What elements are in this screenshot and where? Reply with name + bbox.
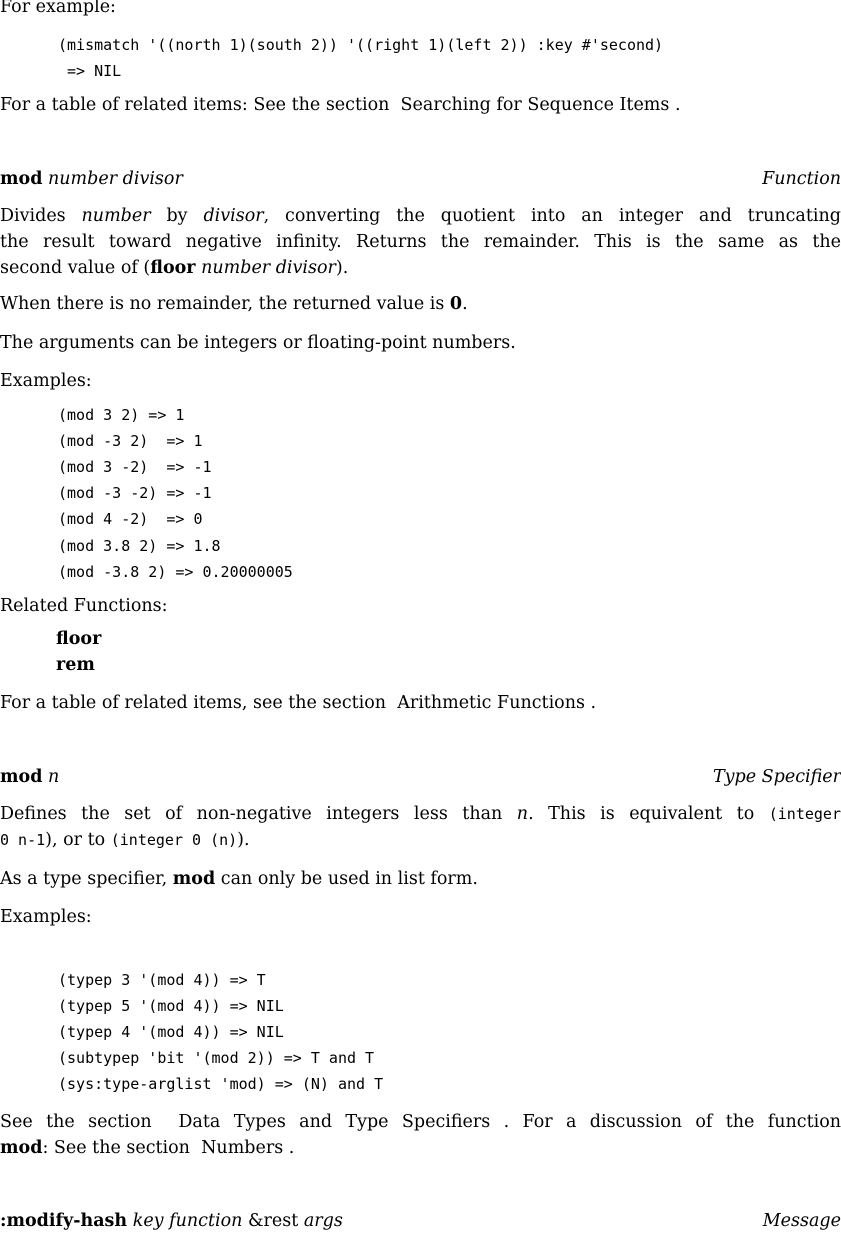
- entry-heading-mod-function: mod number divisor: [0, 169, 183, 189]
- related-functions-label: Related Functions:: [0, 596, 168, 616]
- mod-type-description-line-1: Defines the set of non-negative integers less than n. This is equivalent to (integer: [0, 804, 841, 824]
- code-line: (mod 3.8 2) => 1.8: [58, 537, 221, 555]
- code-line: => NIL: [58, 62, 122, 80]
- code-line: (typep 5 '(mod 4)) => NIL: [58, 997, 284, 1015]
- entry-kind-type-specifier: Type Specifier: [712, 767, 841, 787]
- see-section-line-1: See the section Data Types and Type Specifiers . For a discussion of the function: [0, 1112, 841, 1132]
- see-section-line-2: mod: See the section Numbers .: [0, 1138, 295, 1158]
- section-link-data-types[interactable]: Data Types and Type Specifiers: [178, 1112, 491, 1132]
- code-line: (mod 3 -2) => -1: [58, 458, 212, 476]
- examples-label: Examples:: [0, 907, 92, 927]
- code-line: (mod 3 2) => 1: [58, 406, 185, 424]
- code-line: (mod -3 2) => 1: [58, 432, 203, 450]
- code-line: (typep 3 '(mod 4)) => T: [58, 971, 266, 989]
- related-function-rem[interactable]: rem: [56, 655, 95, 675]
- code-line: (mismatch '((north 1)(south 2)) '((right 1)(left 2)) :key #'second): [58, 36, 664, 54]
- entry-kind-function: Function: [762, 169, 841, 189]
- section-link-numbers[interactable]: Numbers: [201, 1138, 284, 1158]
- section-link-arithmetic[interactable]: Arithmetic Functions: [397, 693, 585, 713]
- related-function-floor[interactable]: floor: [56, 629, 102, 649]
- no-remainder-sentence: When there is no remainder, the returned value is 0.: [0, 294, 468, 314]
- code-line: (mod -3.8 2) => 0.20000005: [58, 563, 293, 581]
- related-items-sentence: For a table of related items, see the section Arithmetic Functions .: [0, 693, 597, 713]
- mod-description-line-1: Divides number by divisor, converting the quotient into an integer and truncating: [0, 206, 841, 226]
- examples-label: Examples:: [0, 371, 92, 391]
- code-line: (typep 4 '(mod 4)) => NIL: [58, 1023, 284, 1041]
- mod-description-line-3: second value of (floor number divisor).: [0, 258, 349, 278]
- entry-heading-mod-type: mod n: [0, 767, 60, 787]
- code-line: (sys:type-arglist 'mod) => (N) and T: [58, 1075, 384, 1093]
- code-line: (subtypep 'bit '(mod 2)) => T and T: [58, 1049, 375, 1067]
- entry-kind-message: Message: [762, 1211, 841, 1231]
- section-link-searching[interactable]: Searching for Sequence Items: [400, 95, 670, 115]
- for-example-label: For example:: [0, 0, 116, 17]
- entry-heading-modify-hash: :modify-hash key function &rest args: [0, 1211, 343, 1231]
- code-line: (mod 4 -2) => 0: [58, 510, 203, 528]
- related-items-sentence: For a table of related items: See the section Searching for Sequence Items .: [0, 95, 681, 115]
- mod-type-description-line-2: 0 n-1), or to (integer 0 (n)).: [0, 830, 250, 850]
- code-line: (mod -3 -2) => -1: [58, 484, 212, 502]
- arguments-sentence: The arguments can be integers or floating-point numbers.: [0, 333, 516, 353]
- list-form-sentence: As a type specifier, mod can only be used in list form.: [0, 869, 478, 889]
- mod-description-line-2: the result toward negative infinity. Returns the remainder. This is the same as the: [0, 232, 841, 252]
